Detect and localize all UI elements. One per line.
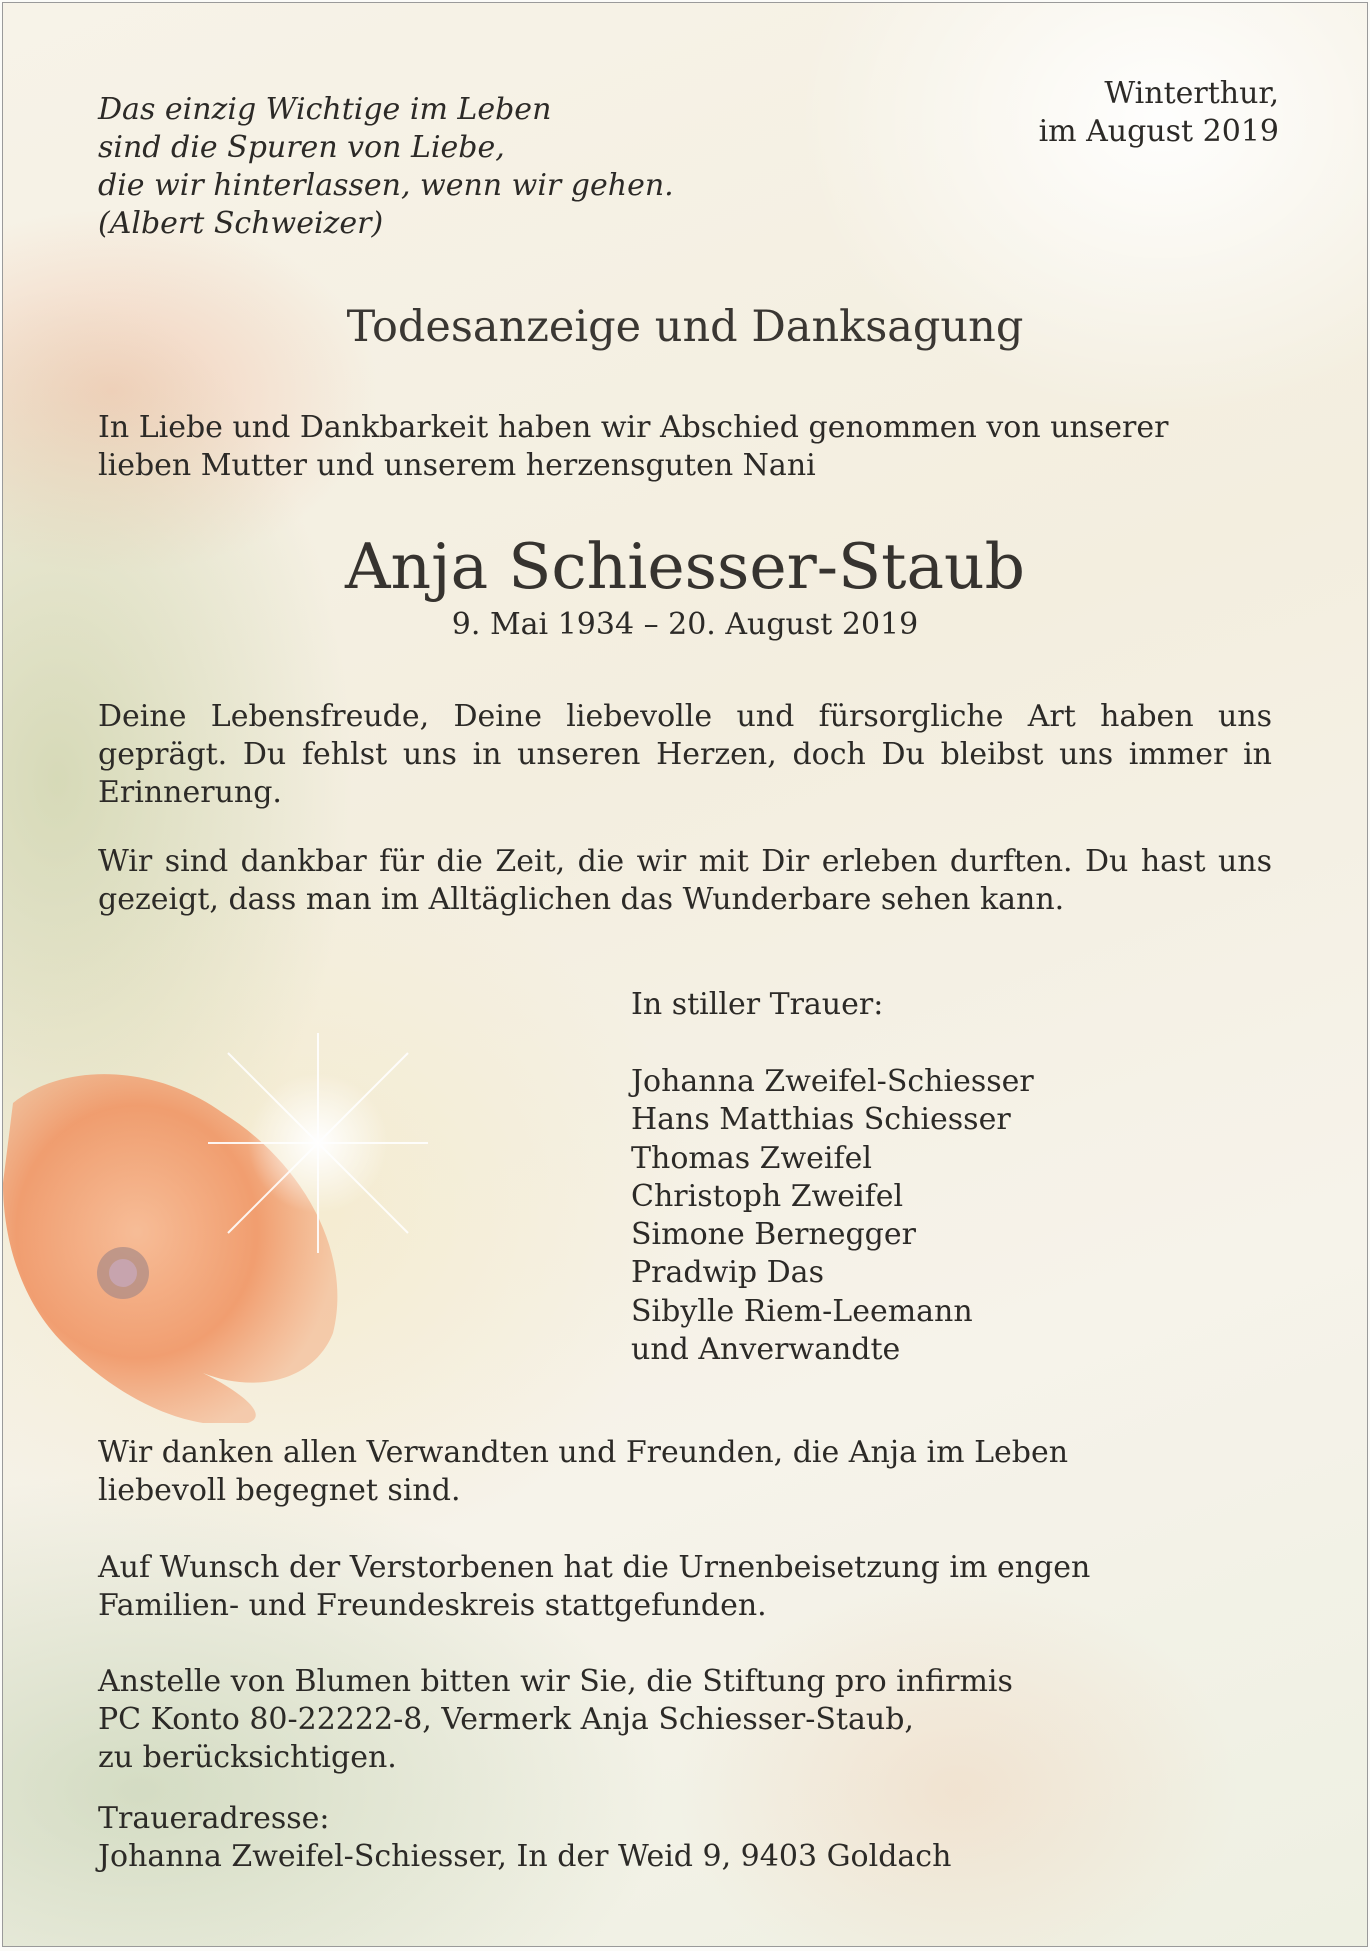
thanks-line: Wir danken allen Verwandten und Freunden, die Anja im Leben: [98, 1435, 1069, 1470]
burial-line: Auf Wunsch der Verstorbenen hat die Urnenbeisetzung im engen: [98, 1550, 1091, 1585]
intro-line: In Liebe und Dankbarkeit haben wir Abschied genommen von unserer: [98, 410, 1169, 445]
mourner-name: Johanna Zweifel-Schiesser: [631, 1064, 1034, 1099]
intro-text: [98, 409, 1272, 485]
paragraph-tribute: Deine Lebensfreude, Deine liebevolle und fürsorgliche Art haben uns geprägt. Du fehlst uns in unseren Herzen, doch Du bleibst uns immer in Erinnerung.: [98, 699, 1272, 810]
sun-sparkle-decoration: [208, 1033, 428, 1253]
date: im August 2019: [1038, 114, 1279, 149]
thanks-line: liebevoll begegnet sind.: [98, 1473, 461, 1508]
page-heading: Todesanzeige und Danksagung: [346, 302, 1024, 352]
address-label: Traueradresse:: [98, 1801, 330, 1836]
mourner-name: Hans Matthias Schiesser: [631, 1102, 1011, 1138]
paragraph-donation: [98, 1663, 1272, 1777]
place: Winterthur,: [1104, 76, 1279, 111]
mourner-name: Sibylle Riem-Leemann: [631, 1293, 973, 1329]
mourners-list: [631, 1063, 1034, 1369]
quote-line: Das einzig Wichtige im Leben: [98, 92, 552, 127]
quote-line: sind die Spuren von Liebe,: [98, 130, 505, 165]
paragraph-thanks: [98, 1434, 1272, 1510]
paragraph-burial: [98, 1549, 1272, 1625]
paragraph-gratitude: Wir sind dankbar für die Zeit, die wir mit Dir erleben durften. Du hast uns gezeigt, dass man im Alltäglichen das Wunderbare sehen kann.: [98, 844, 1272, 917]
mourner-name: Christoph Zweifel: [631, 1178, 904, 1214]
donation-line: PC Konto 80-22222-8, Vermerk Anja Schiesser-Staub,: [98, 1702, 914, 1737]
quote-line: die wir hinterlassen, wenn wir gehen.: [98, 168, 674, 203]
mourner-name: und Anverwandte: [631, 1332, 901, 1368]
intro-line: lieben Mutter und unserem herzensguten Nani: [98, 448, 816, 483]
life-dates: 9. Mai 1934 – 20. August 2019: [451, 607, 919, 642]
burial-line: Familien- und Freundeskreis stattgefunden.: [98, 1588, 767, 1623]
quote: [98, 91, 674, 243]
donation-line: Anstelle von Blumen bitten wir Sie, die Stiftung pro infirmis: [98, 1664, 1013, 1699]
mourners-label: In stiller Trauer:: [631, 987, 884, 1022]
quote-author: (Albert Schweizer): [98, 206, 384, 241]
mourner-name: Simone Bernegger: [631, 1217, 916, 1253]
obituary-page: [2, 2, 1368, 1947]
address-value: Johanna Zweifel-Schiesser, In der Weid 9, 9403 Goldach: [98, 1839, 952, 1874]
donation-line: zu berücksichtigen.: [98, 1740, 397, 1775]
place-date: [1039, 75, 1279, 151]
mourner-name: Pradwip Das: [631, 1255, 824, 1291]
mourner-name: Thomas Zweifel: [631, 1140, 872, 1176]
deceased-name: Anja Schiesser-Staub: [345, 530, 1025, 603]
mourning-address: [98, 1800, 1272, 1876]
